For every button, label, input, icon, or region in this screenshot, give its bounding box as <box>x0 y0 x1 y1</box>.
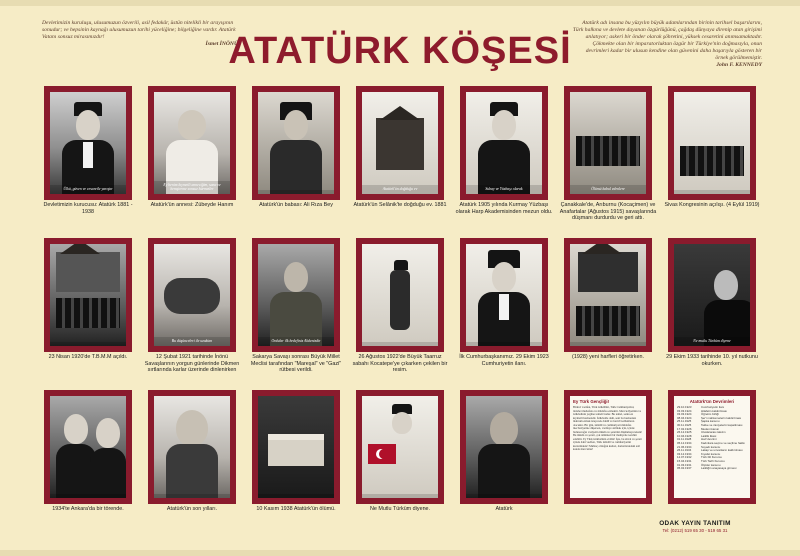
text-frame <box>668 390 756 504</box>
photo-card <box>252 238 340 374</box>
photo-caption: 1934'te Ankara'da bir törende. <box>52 506 124 512</box>
reform-date: 08.04.1924 <box>677 415 692 420</box>
photo-caption: 26 Ağustos 1922'de Büyük Taarruz sabahı Kocatepe'ye çıkarken çekilen bir resim. <box>352 354 448 374</box>
photo-caption: Sivas Kongresinin açılışı. (4 Eylül 1919) <box>664 202 760 208</box>
photo-caption: Ne Mutlu Türküm diyene. <box>369 506 431 512</box>
reform-date: 01.03.1931 <box>677 462 692 467</box>
reform-name: Laiklik ilkesi <box>701 433 717 438</box>
photo-frame <box>564 238 652 352</box>
reform-date: 05.02.1937 <box>677 466 692 471</box>
photo-caption: Atatürk <box>495 506 513 512</box>
photo-frame <box>148 238 236 352</box>
quote-left-text: Devletimizin kuruluşu, ulusumuzun özverili, asil fedakâr, üstün nitelikli bir arayışının sonudur; ve hepsinin kaynağı ulusumuzun tarihi yüceliğine; bilgeliğine vardır. Atatürk Vatanı sonsuz mirasımızdır! <box>42 20 236 40</box>
photo-frame <box>668 86 756 200</box>
photo-frame <box>460 390 548 504</box>
photo-overlay-text: Atatürk'ün doğduğu ev <box>362 185 438 194</box>
photo-frame <box>356 390 444 504</box>
reform-name: Kıyafet kanunu <box>701 451 721 456</box>
quote-right-text: Atatürk adı insana bu yüzyılın büyük adamlarından birinin tarihsel başarılarını, Türk halkına ve devlete dayanan özgürlüğünü, çağdaş dünyaya direnip atan girişimi anlatıyor; askeri bir önder olarak şöhretini, yüksek cesaretini anımsamaktadır. Çökmekte olan bir imparatorluktan özgür bir Türkiye'nin doğmasıyla, onun devrimleri kadar bir ulusun kendine olan güvenini daha başarıyla gösteren bir örnek görülmemiştir. <box>572 20 762 61</box>
photo-house <box>362 92 438 194</box>
turkish-flag-icon <box>368 444 396 464</box>
photo-overlay-text: Bu düşünceleri ile uzaktan <box>154 337 230 346</box>
reform-name: Cumhuriyetin ilanı <box>701 405 725 409</box>
reform-row <box>677 467 747 471</box>
reform-name: Türk Dil Kurumu <box>701 455 722 460</box>
photo-frame <box>44 238 132 352</box>
photo-card <box>352 238 448 374</box>
text-card <box>564 390 652 504</box>
photo-caption: Atatürk'ün son yılları. <box>166 506 218 512</box>
photo-card <box>44 86 132 215</box>
photo-caption: Atatürk'ün Selânik'te doğduğu ev. 1881 <box>353 202 447 208</box>
reform-date: 30.11.1925 <box>677 422 692 427</box>
photo-card <box>44 390 132 513</box>
photo-overlay-text: Ülkü, güven ve cesaretle yarıştır <box>50 185 126 194</box>
reform-name: Ölçüler kanunu <box>701 462 721 467</box>
reform-name: Kadınlara seçme ve seçilme hakkı <box>701 440 745 445</box>
text-frame <box>564 390 652 504</box>
reform-name: Laikliğin anayasaya girmesi <box>701 466 737 471</box>
photo-caption: 10 Kasım 1938 Atatürk'ün ölümü. <box>256 506 336 512</box>
youth-address-text: Birinci vazifen, Türk istiklâlini, Türk Cumhuriyetini, ilelebet muhafaza ve müdafaa etmektir. Mevcudiyetinin ve istikbalinin yegâne temeli budur. Bu temel, senin en kıymetli hazinendir. İstikbalde dahi, seni bu hazineden mahrum etmek isteyecek dahilî ve haricî bedhahların olacaktır. Bir gün, istiklâl ve cumhuriyeti müdafaa mecburiyetine düşersen, vazifeye atılmak için, içinde bulunacağın vaziyetin imkân ve şeraitini düşünmeyeceksin! Bu imkân ve şerait, çok nâmüsait bir mahiyette tezahür edebilir. Ey Türk istikbalinin evlâdı! İşte, bu ahval ve şerait içinde dahi vazifen, Türk istiklâl ve cumhuriyetini kurtarmaktır! Muhtaç olduğun kudret, damarlarındaki asil kanda mevcuttur! <box>573 405 643 451</box>
quote-left-author: İsmet İNÖNÜ <box>205 41 238 47</box>
photo-collage <box>362 396 438 498</box>
photo-speech <box>674 244 750 346</box>
photo-frame <box>148 390 236 504</box>
reform-date: 26.12.1925 <box>677 430 692 435</box>
reforms-title: Atatürk'ün Devrimleri <box>689 399 735 404</box>
reform-name: Medeni kanun <box>701 426 720 431</box>
photo-caption: İlk Cumhurbaşkanımız. 29 Ekim 1923 Cumhuriyetin ilanı. <box>459 354 549 367</box>
photo-frame <box>148 86 236 200</box>
page-title: ATATÜRK KÖŞESİ <box>228 30 572 72</box>
photo-overlay-text: Ne mutlu Türküm diyene <box>674 337 750 346</box>
photo-card <box>252 390 340 513</box>
publisher-name: ODAK YAYIN TANITIM <box>659 520 731 527</box>
photo-portrait <box>258 92 334 194</box>
photo-card <box>664 86 760 209</box>
publisher <box>640 520 750 533</box>
photo-mausoleum <box>258 396 334 498</box>
reform-name: Türk Tarih Kurumu <box>701 458 725 463</box>
photo-card <box>353 86 447 209</box>
quote-right-author: John F. KENNEDY <box>716 62 762 68</box>
reform-date: 10.04.1928 <box>677 433 692 438</box>
photo-overlay-text <box>50 494 126 498</box>
photo-overlay-text: Ey benim kıymetli anneciğim, sana ve hemşireme sonsuz hürmetler <box>154 181 230 194</box>
photo-card <box>148 390 236 513</box>
photo-overlay-text <box>258 190 334 194</box>
reform-name: Şapka kanunu <box>701 419 720 424</box>
photo-resting <box>154 244 230 346</box>
photo-overlay-text <box>50 342 126 346</box>
reform-name: Şer'i mahkemelerin kaldırılması <box>701 415 742 420</box>
reform-name: Soyadı kanunu <box>701 444 721 449</box>
photo-blackboard <box>570 244 646 346</box>
reforms-panel <box>674 396 750 498</box>
photo-card <box>559 86 657 222</box>
text-card <box>668 390 756 504</box>
quote-left <box>42 20 238 48</box>
photo-overlay-text <box>154 494 230 498</box>
photo-caption: Sakarya Savaşı sonrası Büyük Millet Meclisi tarafından "Mareşal" ve "Gazi" rütbesi verildi. <box>250 354 342 374</box>
photo-overlay-text <box>570 342 646 346</box>
publisher-phone: Tel: (0212) 519 65 30 - 519 65 31 <box>662 528 728 533</box>
photo-frame <box>356 86 444 200</box>
photo-portrait <box>154 396 230 498</box>
photo-caption: 12 Şubat 1921 tarihinde İnönü Savaşlarının yorgun günlerinde Dikmen sırtlarında karlar üzerinde dinlenirken <box>144 354 240 374</box>
reform-date: 29.10.1923 <box>677 405 692 409</box>
reform-name: Tekke ve zaviyelerin kapatılması <box>701 422 743 427</box>
photo-card <box>668 238 756 367</box>
reform-date: 01.11.1928 <box>677 437 692 442</box>
photo-seated <box>50 396 126 498</box>
photo-group <box>50 244 126 346</box>
photo-overlay-text <box>258 494 334 498</box>
photo-overlay-text <box>674 190 750 194</box>
photo-group <box>674 92 750 194</box>
youth-address-title: Ey Türk Gençliği! <box>573 399 610 404</box>
photo-overlay-text: Subay ve Yüzbaşı olarak <box>466 185 542 194</box>
reform-name: Lakap ve unvanların kaldırılması <box>701 448 743 453</box>
photo-overlay-text: Ordular ilk hedefiniz Akdenizdir <box>258 337 334 346</box>
reform-date: 26.11.1934 <box>677 448 692 453</box>
photo-caption: Devletimizin kurucusu: Atatürk 1881 - 1938 <box>43 202 133 215</box>
photo-caption: 23 Nisan 1920'de T.B.M.M açıldı. <box>48 354 128 360</box>
quote-right <box>572 20 762 69</box>
reform-date: 03.03.1924 <box>677 412 692 417</box>
reform-name: Hilafetin kaldırılması <box>701 408 728 413</box>
photo-caption: Çanakkale'de, Arıburnu (Kocaçimen) ve Anafartalar (Ağustos 1915) savaşlarında düşmanı durdurdu ve geri attı. <box>559 202 657 222</box>
reform-name: Öğretim birliği <box>701 412 719 417</box>
reform-date: 05.12.1934 <box>677 440 692 445</box>
reform-date: 15.04.1931 <box>677 458 692 463</box>
reform-date: 25.11.1925 <box>677 419 692 424</box>
photo-portrait <box>466 396 542 498</box>
reform-date: 17.02.1926 <box>677 426 692 431</box>
photo-frame <box>252 390 340 504</box>
photo-card <box>455 86 553 215</box>
photo-card <box>564 238 652 361</box>
reform-date: 03.03.1924 <box>677 408 692 413</box>
photo-walking <box>362 244 438 346</box>
reform-name: Uluslararası takvim <box>701 430 726 435</box>
reform-date: 12.07.1932 <box>677 455 692 460</box>
photo-card <box>252 86 340 209</box>
photo-card <box>44 238 132 361</box>
photo-overlay-text <box>466 494 542 498</box>
photo-card <box>144 238 240 374</box>
photo-portrait <box>154 92 230 194</box>
photo-card <box>148 86 236 209</box>
photo-frame <box>44 86 132 200</box>
photo-portrait <box>258 244 334 346</box>
photo-overlay-text <box>362 494 438 498</box>
photo-frame <box>668 238 756 352</box>
youth-address-panel <box>570 396 646 498</box>
photo-caption: Atatürk'ün annesi: Zübeyde Hanım <box>150 202 234 208</box>
photo-frame <box>252 238 340 352</box>
reforms-list <box>677 406 747 471</box>
photo-caption: 29 Ekim 1933 tarihinde 10. yıl nutkunu okurken. <box>666 354 758 367</box>
photo-card <box>356 390 444 513</box>
bottom-border <box>0 550 800 556</box>
photo-frame <box>252 86 340 200</box>
photo-frame <box>564 86 652 200</box>
photo-frame <box>44 390 132 504</box>
photo-portrait <box>466 244 542 346</box>
photo-overlay-text <box>362 342 438 346</box>
photo-portrait <box>466 92 542 194</box>
photo-overlay-text: Ölümü kabul edenlere <box>570 185 646 194</box>
photo-group <box>570 92 646 194</box>
photo-caption: (1928) yeni harfleri öğretirken. <box>572 354 644 360</box>
photo-caption: Atatürk 1905 yılında Kurmay Yüzbaşı olarak Harp Akademisinden mezun oldu. <box>455 202 553 215</box>
photo-frame <box>460 86 548 200</box>
top-border <box>0 0 800 6</box>
photo-frame <box>460 238 548 352</box>
reform-date: 03.12.1934 <box>677 451 692 456</box>
photo-card <box>460 238 548 367</box>
photo-frame <box>356 238 444 352</box>
reform-date: 21.06.1934 <box>677 444 692 449</box>
photo-overlay-text <box>466 342 542 346</box>
photo-portrait <box>50 92 126 194</box>
photo-caption: Atatürk'ün babası: Ali Rıza Bey <box>259 202 333 208</box>
photo-card <box>460 390 548 513</box>
reform-name: Harf devrimi <box>701 437 717 442</box>
